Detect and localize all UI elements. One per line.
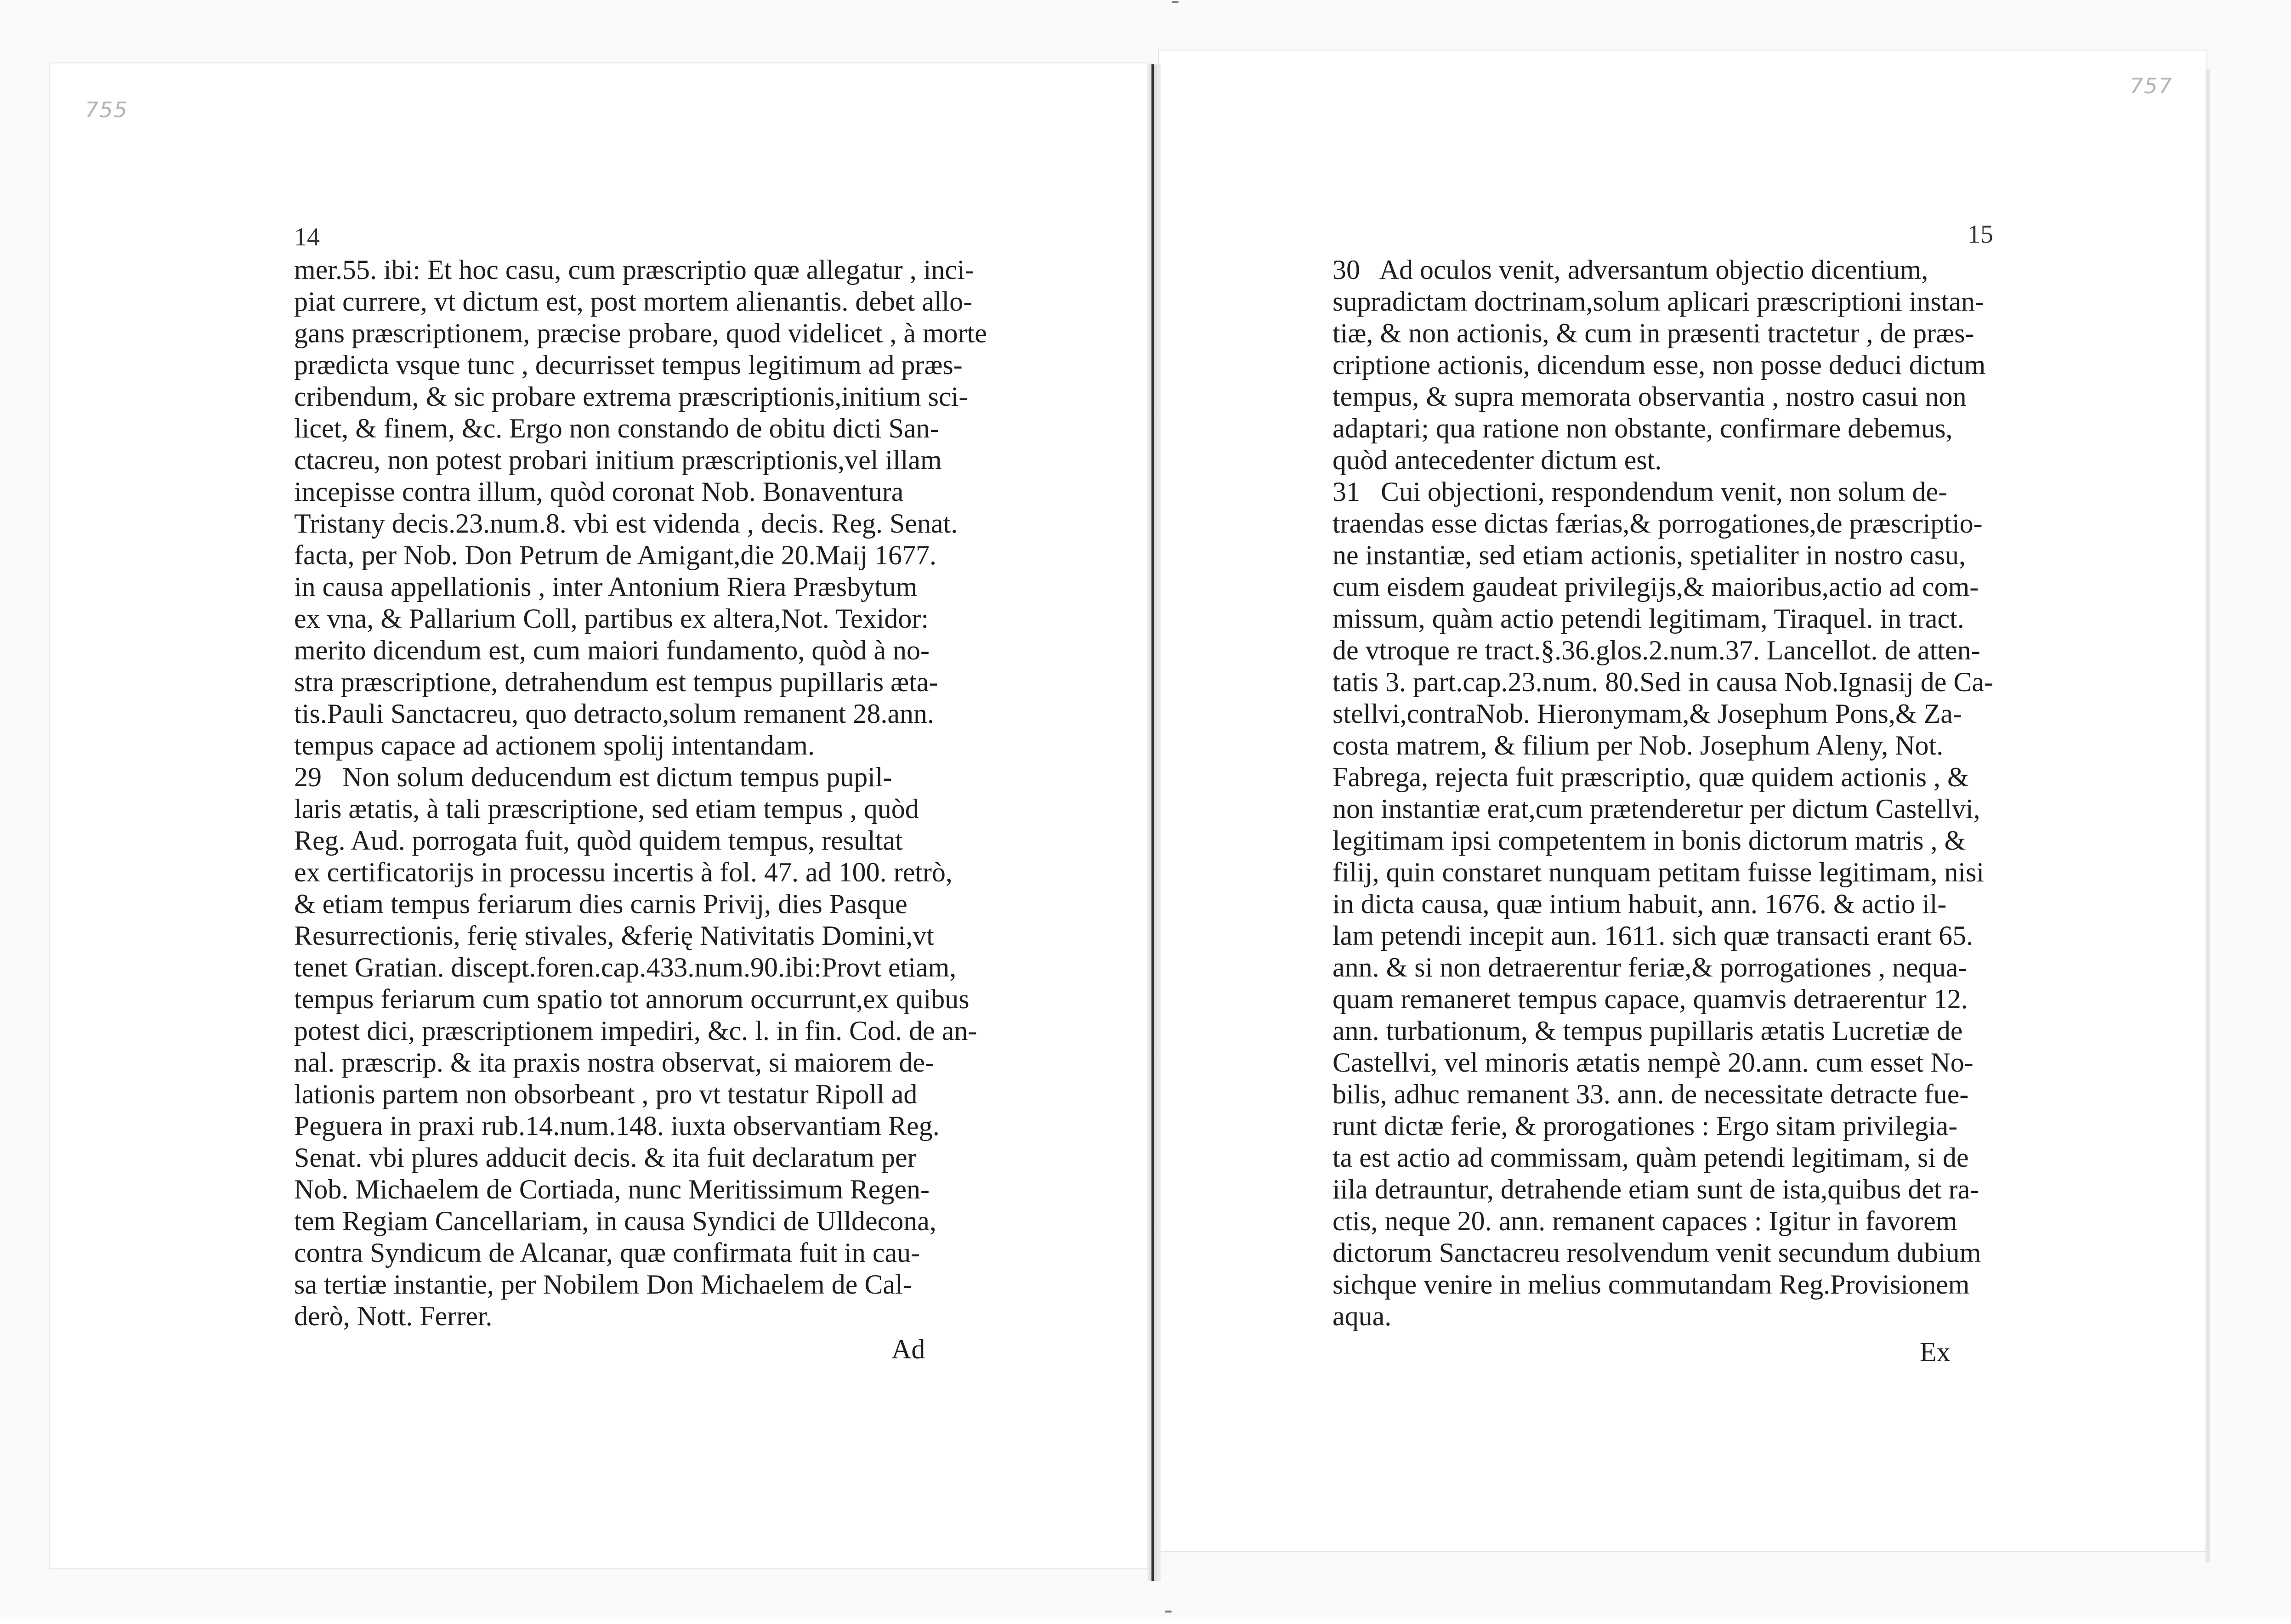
text-line: costa matrem, & filium per Nob. Josephum Aleny, Not. [1333,730,1944,761]
text-line: cum eisdem gaudeat privilegijs,& maioribus,actio ad com- [1333,572,1979,602]
text-line: cribendum, & sic probare extrema præscriptionis,initium sci- [294,381,968,412]
text-line: incepisse contra illum, quòd coronat Nob. Bonaventura [294,477,904,507]
page-edge-shadow [2206,69,2210,1562]
text-line: Tristany decis.23.num.8. vbi est videnda , decis. Reg. Senat. [294,508,958,539]
text-line: lationis partem non obsorbeant , pro vt testatur Ripoll ad [294,1079,918,1109]
text-line: prædicta vsque tunc , decurrisset tempus legitimum ad præs- [294,350,963,380]
left-page-number: 14 [294,223,320,251]
text-line: runt dictæ ferie, & prorogationes : Ergo sitam privilegia- [1333,1111,1958,1141]
text-line: sichque venire in melius commutandam Reg.Provisionem [1333,1269,1970,1300]
text-line: stellvi,contraNob. Hieronymam,& Josephum Pons,& Za- [1333,698,1962,729]
text-line: filij, quin constaret nunquam petitam fuisse legitimam, nisi [1333,857,1985,887]
text-line: in causa appellationis , inter Antonium Riera Præsbytum [294,572,918,602]
text-line: ctis, neque 20. ann. remanent capaces : Igitur in favorem [1333,1206,1957,1236]
text-line: in dicta causa, quæ intium habuit, ann. 1676. & actio il- [1333,889,1947,919]
text-line: tatis 3. part.cap.23.num. 80.Sed in causa Nob.Ignasij de Ca- [1333,667,1994,697]
text-line: gans præscriptionem, præcise probare, quod videlicet , à morte [294,318,987,348]
text-line: Peguera in praxi rub.14.num.148. iuxta observantiam Reg. [294,1111,940,1141]
text-line: non instantiæ erat,cum prætenderetur per dictum Castellvi, [1333,794,1980,824]
right-text-column [1333,254,2003,1332]
text-line: de vtroque re tract.§.36.glos.2.num.37. Lancellot. de atten- [1333,635,1980,665]
text-line: Castellvi, vel minoris ætatis nempè 20.ann. cum esset No- [1333,1047,1973,1078]
text-line: 29 Non solum deducendum est dictum tempus pupil- [294,762,892,792]
text-line: Nob. Michaelem de Cortiada, nunc Meritissimum Regen- [294,1174,930,1204]
text-line: lam petendi incepit aun. 1611. sich quæ transacti erant 65. [1333,920,1973,951]
text-line: mer.55. ibi: Et hoc casu, cum præscriptio quæ allegatur , inci- [294,255,974,285]
text-line: dictorum Sanctacreu resolvendum venit secundum dubium [1333,1238,1981,1268]
text-line: missum, quàm actio petendi legitimam, Tiraquel. in tract. [1333,603,1964,634]
text-line: tis.Pauli Sanctacreu, quo detracto,solum remanent 28.ann. [294,698,934,729]
text-line: potest dici, præscriptionem impediri, &c. l. in fin. Cod. de an- [294,1016,977,1046]
text-line: contra Syndicum de Alcanar, quæ confirmata fuit in cau- [294,1238,920,1268]
right-page-number: 15 [1968,220,1993,249]
text-line: ta est actio ad commissam, quàm petendi legitimam, si de [1333,1142,1969,1173]
text-line: merito dicendum est, cum maiori fundamento, quòd à no- [294,635,930,665]
text-line: quòd antecedenter dictum est. [1333,445,1662,475]
text-line: tempus, & supra memorata observantia , nostro casui non [1333,381,1967,412]
top-edge-mark: - [1171,0,1180,14]
text-line: laris ætatis, à tali præscriptione, sed etiam tempus , quòd [294,794,919,824]
bottom-edge-mark: - [1164,1595,1173,1624]
text-line: piat currere, vt dictum est, post mortem alienantis. debet allo- [294,286,973,317]
text-line: ann. & si non detraerentur feriæ,& porrogationes , nequa- [1333,952,1968,982]
left-text-column [294,254,987,1332]
text-line: ex certificatorijs in processu incertis à fol. 47. ad 100. retrò, [294,857,953,887]
text-line: ex vna, & Pallarium Coll, partibus ex altera,Not. Texidor: [294,603,929,634]
text-line: sa tertiæ instantie, per Nobilem Don Michaelem de Cal- [294,1269,912,1300]
text-line: nal. præscrip. & ita praxis nostra observat, si maiorem de- [294,1047,934,1078]
text-line: criptione actionis, dicendum esse, non posse deduci dictum [1333,350,1986,380]
text-line: iila detrauntur, detrahende etiam sunt de ista,quibus det ra- [1333,1174,1979,1204]
text-line: tenet Gratian. discept.foren.cap.433.num.90.ibi:Provt etiam, [294,952,957,982]
text-line: traendas esse dictas færias,& porrogationes,de præscriptio- [1333,508,1983,539]
text-line: bilis, adhuc remanent 33. ann. de necessitate detracte fue- [1333,1079,1969,1109]
text-line: tem Regiam Cancellariam, in causa Syndici de Ulldecona, [294,1206,936,1236]
text-line: facta, per Nob. Don Petrum de Amigant,die 20.Maij 1677. [294,540,937,570]
text-line: ann. turbationum, & tempus pupillaris ætatis Lucretiæ de [1333,1016,1963,1046]
text-line: 31 Cui objectioni, respondendum venit, non solum de- [1333,477,1948,507]
text-line: 30 Ad oculos venit, adversantum objectio dicentium, [1333,255,1928,285]
text-line: aqua. [1333,1301,1392,1331]
gutter-fold-line [1151,64,1154,1581]
text-line: legitimam ipsi competentem in bonis dictorum matris , & [1333,825,1966,856]
book-gutter [1147,64,1161,1581]
text-line: licet, & finem, &c. Ergo non constando de obitu dicti San- [294,413,939,443]
text-line: & etiam tempus feriarum dies carnis Privij, dies Pasque [294,889,907,919]
text-line: Fabrega, rejecta fuit præscriptio, quæ quidem actionis , & [1333,762,1969,792]
text-line: derò, Nott. Ferrer. [294,1301,493,1331]
text-line: ctacreu, non potest probari initium præscriptionis,vel illam [294,445,942,475]
text-line: Reg. Aud. porrogata fuit, quòd quidem tempus, resultat [294,825,903,856]
text-line: supradictam doctrinam,solum aplicari præscriptioni instan- [1333,286,1984,317]
left-pencil-foliation: 755 [85,97,128,122]
text-line: quam remaneret tempus capace, quamvis detraerentur 12. [1333,984,1968,1014]
left-catchword: Ad [891,1334,925,1364]
text-line: stra præscriptione, detrahendum est tempus pupillaris æta- [294,667,938,697]
text-line: adaptari; qua ratione non obstante, confirmare debemus, [1333,413,1953,443]
text-line: tiæ, & non actionis, & cum in præsenti tractetur , de præs- [1333,318,1974,348]
right-pencil-foliation: 757 [2130,74,2173,98]
text-line: tempus capace ad actionem spolij intentandam. [294,730,815,761]
text-line: ne instantiæ, sed etiam actionis, spetialiter in nostro casu, [1333,540,1966,570]
text-line: Resurrectionis, ferię stivales, &ferię Nativitatis Domini,vt [294,920,934,951]
text-line: Senat. vbi plures adducit decis. & ita fuit declaratum per [294,1142,917,1173]
text-line: tempus feriarum cum spatio tot annorum occurrunt,ex quibus [294,984,970,1014]
right-catchword: Ex [1920,1337,1951,1367]
